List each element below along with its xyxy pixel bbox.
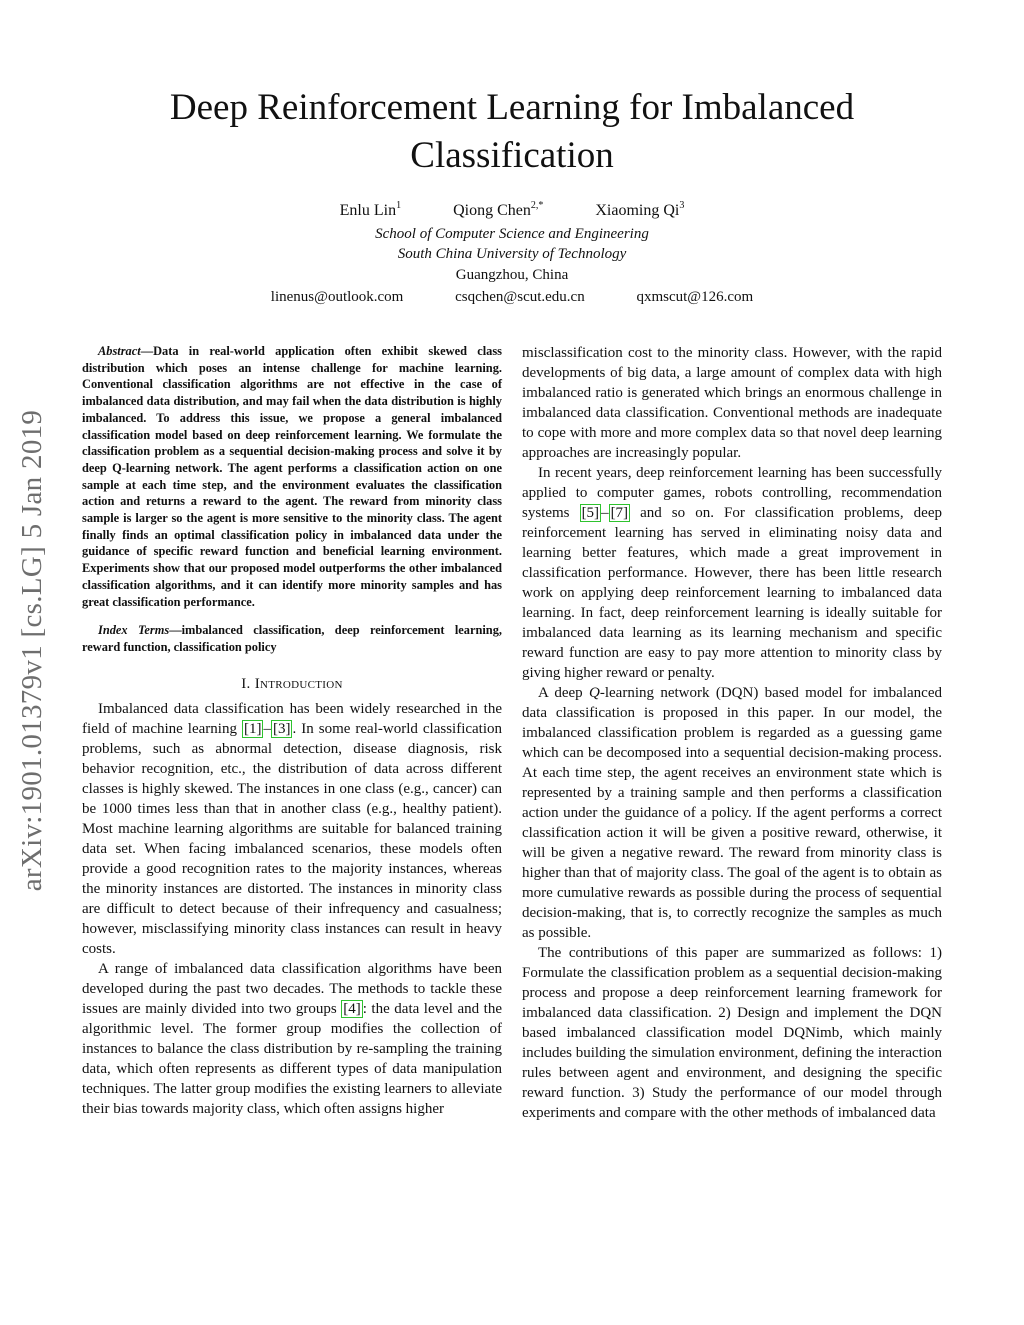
author-2: Qiong Chen$^{2,*}$ <box>453 200 544 219</box>
abstract <box>82 343 502 610</box>
left-column <box>82 343 502 1119</box>
email-3: qxmscut@126.com <box>636 289 754 305</box>
intro-paragraph-2: A range of imbalanced data classification algorithms have been developed during the past two decades. The methods to tackle these issues are mainly divided into two groups [4] : the data level and the algorithmic level. The former group modifies the collection of instances to balance the class distribution by re-sampling the training data, which often represents as different types of data manipulation techniques. The latter group modifies the existing learners to alleviate their bias towards majority class, which often assigns higher <box>82 960 503 1117</box>
intro-paragraph-4: In recent years, deep reinforcement learning has been successfully applied to computer games, robots controlling, recommendation systems [5] – [7] and so on. For classification problems, deep reinforcement learning has served in eliminating noisy data and learning better features, which made a great improvement in classification performance. However, there has been little research work on applying deep reinforcement learning to imbalanced data learning. In fact, deep reinforcement learning is ideally suitable for imbalanced data learning as its learning mechanism and specific reward function are easy to pay more attention to minority class by giving higher reward or penalty. <box>522 465 942 681</box>
citation-link[interactable]: [3] <box>272 720 291 737</box>
arxiv-identifier-text: arXiv:1901.01379v1 [cs.LG] 5 Jan 2019 <box>16 409 49 891</box>
right-column <box>522 343 942 1123</box>
affiliation-city: Guangzhou, China <box>455 267 569 283</box>
intro-paragraph-5: A deep Q-learning network (DQN) based model for imbalanced data classification is proposed in this paper. In our model, the imbalanced classification problem is regarded as a guessing game which can be decomposed into a sequential decision-making process. At each time step, the agent receives an environment state which is represented by a training sample and then performs a classification action under the guidance of a policy. If the agent performs a correct classification action it will be given a positive reward, otherwise, it will be given a negative reward. The reward from minority class is higher than that of majority class. The goal of the agent is to obtain as more cumulative rewards as possible during the process of sequential decision-making, that is, to correctly recognize the samples as much as possible. <box>522 685 942 941</box>
email-list <box>80 287 944 307</box>
intro-paragraph-6: The contributions of this paper are summarized as follows: 1) Formulate the classification problem as a sequential decision-making process and propose a deep reinforcement learning framework for imbalanced data classification. 2) Design and implement the DQN based imbalanced classification model DQNimb, which mainly includes building the simulation environment, defining the interaction rules between agent and environment, and designing the specific reward function. 3) Study the performance of our model through experiments and compare with the other methods of imbalanced data <box>522 945 942 1121</box>
intro-paragraph-3: misclassification cost to the minority class. However, with the rapid developments of big data, a large amount of complex data with high imbalanced ratio is generated which brings an enormous challenge in imbalanced data classification. Conventional methods are inadequate to cope with more and more complex data so that novel deep learning approaches are increasingly popular. <box>522 345 942 461</box>
arxiv-identifier-stamp <box>10 370 56 930</box>
citation-link[interactable]: [1] <box>243 720 262 737</box>
citation-link[interactable]: [5] <box>581 505 600 521</box>
author-1: Enlu Lin$^1$ <box>339 200 402 219</box>
abstract-text: —Data in real-world application often exhibit skewed class distribution which poses an intense challenge for machine learning. Conventional classification algorithms are not effective in the case of imbalanced data distribution, and may fail when the data distribution is highly imbalanced. To address this issue, we propose a general imbalanced classification model based on deep reinforcement learning. We formulate the classification problem as a sequential decision-making process and solve it by deep Q-learning network. The agent performs a classification action on one sample at each time step, and the environment evaluates the classification action and returns a reward to the agent. The reward from minority class sample is larger so the agent is more sensitive to the minority class. The agent finally finds an optimal classification policy in imbalanced data under the guidance of specific reward function and beneficial learning environment. Experiments show that our proposed model outperforms the other imbalanced classification algorithms, and it can identify more minority samples and has great classification performance. <box>82 344 502 609</box>
citation-link[interactable]: [4] <box>343 1000 361 1017</box>
affiliation-school: School of Computer Science and Engineering <box>375 226 649 242</box>
abstract-label: Abstract <box>98 344 141 358</box>
index-terms-label: Index Terms <box>98 623 170 638</box>
author-3: Xiaoming Qi$^3$ <box>595 200 685 219</box>
index-terms <box>82 622 502 655</box>
section-heading-introduction: I. Introduction <box>241 675 343 692</box>
paper-title: Deep Reinforcement Learning for Imbalanced Classification <box>169 87 855 176</box>
affiliation-university: South China University of Technology <box>397 246 627 262</box>
email-1: linenus@outlook.com <box>270 289 404 305</box>
email-2: csqchen@scut.edu.cn <box>455 289 585 305</box>
author-list <box>80 201 944 221</box>
index-terms-text: —imbalanced classification, deep reinforcement learning, reward function, classification policy <box>82 623 502 654</box>
intro-paragraph-1: Imbalanced data classification has been widely researched in the field of machine learning [1] – [3] . In some real-world classification problems, such as abnormal detection, disease diagnosis, risk behavior recognition, etc., the distribution of data across different classes is highly skewed. The instances in one class (e.g., cancer) can be 1000 times less than that in another class (e.g., healthy patient). Most machine learning algorithms are suitable for balanced training data set. When facing imbalanced scenarios, these models often provide a good recognition rates to the majority instances, whereas the minority instances are distorted. The instances in minority class are difficult to detect because of their infrequency and casualness; however, misclassifying minority class instances can result in heavy costs. <box>82 700 503 957</box>
citation-link[interactable]: [7] <box>610 505 629 521</box>
